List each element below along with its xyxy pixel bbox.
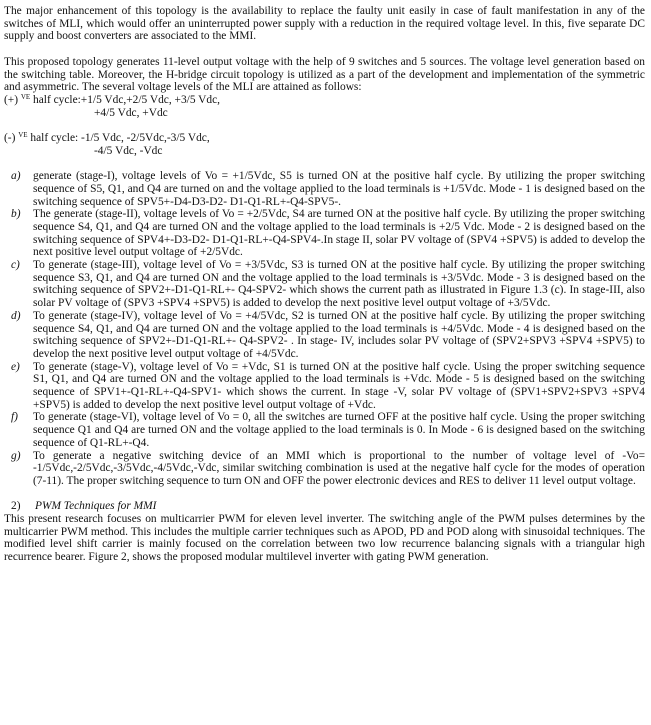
paragraph-gap xyxy=(4,119,645,132)
item-text: To generate (stage-IV), voltage level of Vo = +4/5Vdc, S2 is turned ON at the positive half cycle. By utilizing the proper switching sequence S4, Q1, and Q4 are turned ON and the voltage applied to the load terminals is +4/5Vdc. Mode - 4 is designed based on the switching sequence of SPV2+-D1-Q1-RL+- Q4-SPV2- . In stage- IV, includes solar PV voltage of (SPV2+SPV3 +SPV4 +SPV5) to develop the next positive level output voltage of +4/5Vdc. xyxy=(33,309,645,360)
negative-half-cycle xyxy=(4,132,645,157)
paragraph-gap xyxy=(4,157,645,170)
list-item xyxy=(4,310,645,361)
list-item xyxy=(4,361,645,412)
paragraph-gap xyxy=(4,43,645,56)
intro-paragraph: The major enhancement of this topology is the availability to replace the faulty unit easily in case of fault manifestation in any of the switches of MLI, which would offer an uninterrupted power supply with a reduction in the required voltage level. In this, five separate DC supply and boost converters are associated to the MMI. xyxy=(4,5,645,43)
positive-half-cycle xyxy=(4,94,645,119)
negative-levels-line2: -4/5 Vdc, -Vdc xyxy=(94,144,163,157)
positive-prefix: (+) xyxy=(4,93,21,106)
section-number: 2) xyxy=(11,500,21,513)
item-text: To generate a negative switching device of an MMI which is proportional to the number of voltage level of -Vo= -1/5Vdc,-2/5Vdc,-3/5Vdc,-4/5Vdc,-Vdc, similar switching combination is used at the negative half cycle for the modes of operation (7-11). The proper switching sequence to turn ON and OFF the power electronic devices and RES to deliver 11 level output voltage. xyxy=(33,449,645,487)
stage-list xyxy=(4,170,645,488)
section-title: PWM Techniques for MMI xyxy=(35,500,157,513)
positive-levels-line1: half cycle:+1/5 Vdc,+2/5 Vdc, +3/5 Vdc, xyxy=(30,93,220,106)
pwm-paragraph: This present research focuses on multicarrier PWM for eleven level inverter. The switching angle of the PWM pulses determines by the multicarrier PWM method. This includes the multiple carrier techniques such as APOD, PD and POD along with sinusoidal techniques. The modified level shift carrier is mainly focused on the correlation between two low recurrence balancing signals with a triangular high recurrence bearer. Figure 2, shows the proposed modular multilevel inverter with gating PWM generation. xyxy=(4,513,645,564)
item-text: To generate (stage-V), voltage level of Vo = +Vdc, S1 is turned ON at the positive half cycle. Using the proper switching sequence S1, Q1, and Q4 are turned ON and the voltage applied to the load terminals is +Vdc. Mode - 5 is designed based on the switching sequence of SPV1+-Q1-RL+-Q4-SPV1- which shows the current. In stage -V, solar PV voltage of (SPV1+SPV2+SPV3 +SPV4 +SPV5) is added to develop the next positive level output voltage of +Vdc. xyxy=(33,360,645,411)
item-marker: c) xyxy=(11,259,20,272)
item-marker: a) xyxy=(11,170,21,183)
list-item xyxy=(4,208,645,259)
item-text: The generate (stage-II), voltage levels of Vo = +2/5Vdc, S4 are turned ON at the positive half cycle. By utilizing the proper switching sequence S4, Q1, and Q4 are turned ON and the voltage applied to the load terminals is +2/5 Vdc. Mode - 2 is designed based on the switching sequence of SPV4+-D3-D2- D1-Q1-RL+-Q4-SPV4-.In stage II, solar PV voltage of (SPV4 +SPV5) is added to develop the next positive level output voltage of +2/5Vdc. xyxy=(33,208,645,259)
list-item xyxy=(4,259,645,310)
item-marker: d) xyxy=(11,309,21,322)
list-item xyxy=(4,170,645,208)
positive-superscript: VE xyxy=(20,92,31,101)
item-text: generate (stage-I), voltage levels of Vo = +1/5Vdc, S5 is turned ON at the positive half cycle. By utilizing the proper switching sequence of S5, Q1, and Q4 are turned on and the voltage applied to the load terminals is +1/5Vdc. Mode - 1 is designed based on the switching sequence of SPV5+-D4-D3-D2- D1-Q1-RL+-Q4-SPV5-. xyxy=(33,170,645,208)
item-marker: f) xyxy=(11,411,18,424)
list-item xyxy=(4,411,645,449)
item-text: To generate (stage-III), voltage level of Vo = +3/5Vdc, S3 is turned ON at the positive half cycle. By utilizing the proper switching sequence S3, Q1, and Q4 are turned ON and the voltage applied to the load terminals is +3/5Vdc. Mode - 3 is designed based on the switching sequence of SPV2+-D1-Q1-RL+- Q4-SPV2- which shows the current path as illustrated in Figure 1.3 (c). In stage-III, also solar PV voltage of (SPV3 +SPV4 +SPV5) is added to develop the next positive level output voltage of +3/5Vdc. xyxy=(33,259,645,310)
section-heading xyxy=(4,500,645,513)
item-marker: g) xyxy=(11,449,21,462)
positive-levels-line2: +4/5 Vdc, +Vdc xyxy=(94,106,168,119)
negative-levels-line1: half cycle: -1/5 Vdc, -2/5Vdc,-3/5 Vdc, xyxy=(27,132,210,144)
negative-prefix: (-) xyxy=(4,132,19,144)
paragraph-gap xyxy=(4,488,645,501)
topology-paragraph: This proposed topology generates 11-level output voltage with the help of 9 switches and 5 sources. The voltage level generation based on the switching table. Moreover, the H-bridge circuit topology is utilized as a part of the development and implementation of the symmetric and asymmetric. The several voltage levels of the MLI are attained as follows: xyxy=(4,55,645,94)
negative-superscript: VE xyxy=(18,131,28,139)
item-marker: e) xyxy=(11,360,20,373)
item-marker: b) xyxy=(11,208,21,221)
item-text: To generate (stage-VI), voltage level of Vo = 0, all the switches are turned OFF at the positive half cycle. Using the proper switching sequence Q1 and Q4 are turned ON and the voltage applied to the load terminals is 0. In Mode - 6 is designed based on the switching sequence of Q1-RL+-Q4. xyxy=(33,411,645,449)
list-item xyxy=(4,450,645,488)
